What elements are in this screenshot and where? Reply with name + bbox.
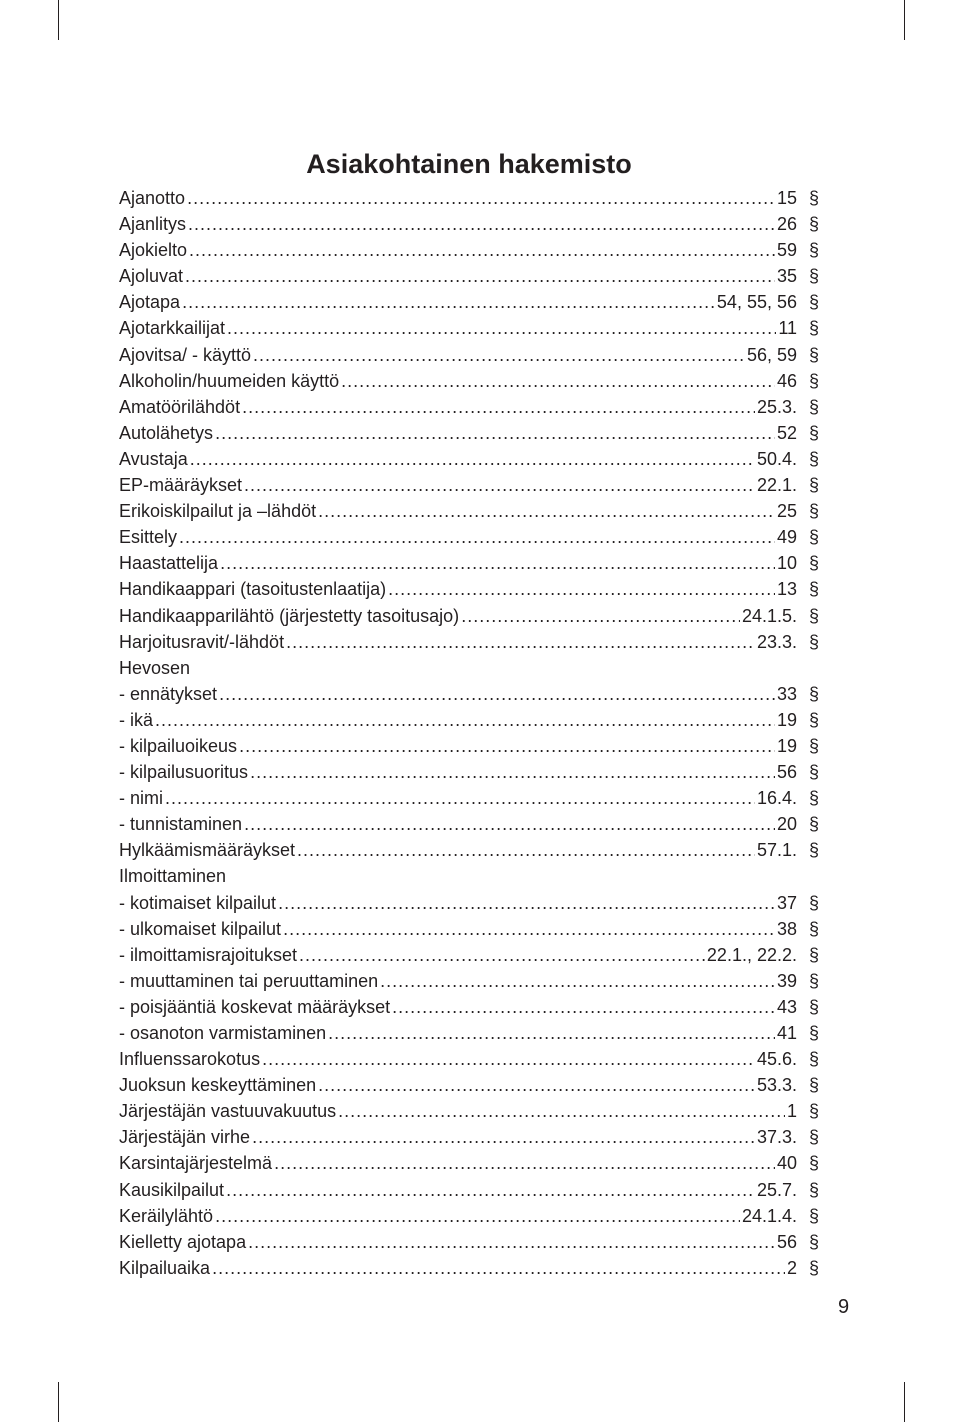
index-entry — [119, 1020, 819, 1046]
dot-leader — [461, 603, 740, 629]
dot-leader — [341, 368, 775, 394]
section-sign-icon: § — [808, 553, 819, 574]
index-entry — [119, 733, 819, 759]
index-entry — [119, 1150, 819, 1176]
index-reference: 19 — [776, 709, 797, 730]
index-term: Kausikilpailut — [119, 1179, 225, 1200]
index-reference: 25.7. — [756, 1179, 797, 1200]
section-sign-icon: § — [808, 422, 819, 443]
section-sign-icon: § — [808, 944, 819, 965]
index-term: - kotimaiset kilpailut — [119, 892, 277, 913]
index-entry — [119, 524, 819, 550]
index-reference: 25.3. — [756, 396, 797, 417]
crop-mark-bottom-right — [904, 1382, 905, 1422]
dot-leader — [297, 837, 755, 863]
index-term: Ajoluvat — [119, 266, 184, 287]
index-reference: 56 — [776, 762, 797, 783]
section-sign-icon: § — [808, 1179, 819, 1200]
index-reference: 37.3. — [756, 1127, 797, 1148]
index-reference: 13 — [776, 579, 797, 600]
index-reference: 56, 59 — [746, 344, 797, 365]
dot-leader — [380, 968, 775, 994]
section-sign-icon: § — [808, 318, 819, 339]
index-reference: 24.1.4. — [741, 1205, 797, 1226]
section-sign-icon: § — [808, 1257, 819, 1278]
index-term: Autolähetys — [119, 422, 214, 443]
index-term: Handikaappari (tasoitustenlaatija) — [119, 579, 387, 600]
index-term: Ajotarkkailijat — [119, 318, 226, 339]
dot-leader — [239, 733, 775, 759]
dot-leader — [227, 315, 776, 341]
index-entry — [119, 707, 819, 733]
index-reference: 16.4. — [756, 788, 797, 809]
index-reference: 45.6. — [756, 1049, 797, 1070]
index-term: Erikoiskilpailut ja –lähdöt — [119, 501, 317, 522]
index-reference: 33 — [776, 683, 797, 704]
index-term: - osanoton varmistaminen — [119, 1023, 327, 1043]
index-entry — [119, 759, 819, 785]
index-term: Haastattelija — [119, 553, 219, 574]
dot-leader — [179, 524, 775, 550]
index-entry — [119, 942, 819, 968]
index-reference: 41 — [776, 1023, 797, 1043]
dot-leader — [328, 1020, 775, 1046]
dot-leader — [190, 446, 755, 472]
section-sign-icon: § — [808, 918, 819, 939]
page-title: Asiakohtainen hakemisto — [306, 149, 632, 180]
section-sign-icon: § — [808, 709, 819, 730]
index-term: Avustaja — [119, 448, 188, 469]
index-reference: 24.1.5. — [741, 605, 797, 626]
index-reference: 57.1. — [756, 840, 797, 861]
index-reference: 15 — [776, 188, 797, 208]
dot-leader — [187, 185, 775, 211]
dot-leader — [215, 1203, 740, 1229]
index-term: Kielletty ajotapa — [119, 1231, 247, 1252]
section-sign-icon: § — [808, 814, 819, 835]
dot-leader — [219, 681, 775, 707]
index-term: Järjestäjän vastuuvakuutus — [119, 1101, 337, 1122]
index-reference: 53.3. — [756, 1075, 797, 1096]
index-entry — [119, 472, 819, 498]
index-term: Alkoholin/huumeiden käyttö — [119, 370, 340, 391]
index-entry — [119, 237, 819, 263]
section-sign-icon: § — [808, 344, 819, 365]
index-term: EP-määräykset — [119, 475, 243, 496]
index-entry — [119, 1124, 819, 1150]
crop-mark-top-left — [58, 0, 59, 40]
crop-mark-bottom-left — [58, 1382, 59, 1422]
index-term: Kilpailuaika — [119, 1257, 211, 1278]
index-reference: 1 — [786, 1101, 797, 1122]
index-term: Handikaapparilähtö (järjestetty tasoitusajo) — [119, 605, 460, 626]
index-entry — [119, 1098, 819, 1124]
crop-mark-top-right — [904, 0, 905, 40]
section-sign-icon: § — [808, 214, 819, 235]
index-entry — [119, 785, 819, 811]
index-reference: 59 — [776, 240, 797, 261]
section-sign-icon: § — [808, 1023, 819, 1043]
index-entry — [119, 603, 819, 629]
index-entry — [119, 342, 819, 368]
index-reference: 52 — [776, 422, 797, 443]
section-sign-icon: § — [808, 996, 819, 1017]
index-reference: 11 — [778, 318, 797, 339]
section-sign-icon: § — [808, 292, 819, 313]
section-sign-icon: § — [808, 188, 819, 208]
section-sign-icon: § — [808, 840, 819, 861]
index-entry — [119, 446, 819, 472]
index-entry — [119, 289, 819, 315]
index-reference: 56 — [776, 1231, 797, 1252]
dot-leader — [274, 1150, 775, 1176]
index-term: Amatöörilähdöt — [119, 396, 241, 417]
index-term: - muuttaminen tai peruuttaminen — [119, 970, 379, 991]
dot-leader — [244, 472, 755, 498]
index-heading — [119, 863, 819, 889]
dot-leader — [226, 1177, 755, 1203]
section-sign-icon: § — [808, 605, 819, 626]
index-term: Hylkäämismääräykset — [119, 840, 296, 861]
index-entry — [119, 1046, 819, 1072]
index-term: Ajotapa — [119, 292, 181, 313]
index-entry — [119, 1177, 819, 1203]
section-sign-icon: § — [808, 1075, 819, 1096]
section-sign-icon: § — [808, 579, 819, 600]
dot-leader — [388, 576, 775, 602]
dot-leader — [185, 263, 775, 289]
dot-leader — [188, 211, 775, 237]
section-sign-icon: § — [808, 527, 819, 548]
index-list — [119, 185, 819, 1281]
index-term: - ilmoittamisrajoitukset — [119, 944, 298, 965]
index-reference: 38 — [776, 918, 797, 939]
section-sign-icon: § — [808, 631, 819, 652]
index-reference: 40 — [776, 1153, 797, 1174]
section-sign-icon: § — [808, 1101, 819, 1122]
dot-leader — [242, 394, 755, 420]
index-term: Juoksun keskeyttäminen — [119, 1075, 317, 1096]
index-term: Influenssarokotus — [119, 1049, 261, 1070]
index-term: - kilpailuoikeus — [119, 735, 238, 756]
index-reference: 23.3. — [756, 631, 797, 652]
index-term: - tunnistaminen — [119, 814, 243, 835]
section-sign-icon: § — [808, 501, 819, 522]
dot-leader — [155, 707, 775, 733]
index-entry — [119, 837, 819, 863]
index-reference: 54, 55, 56 — [716, 292, 797, 313]
section-sign-icon: § — [808, 735, 819, 756]
index-term: - ikä — [119, 709, 154, 730]
index-reference: 50.4. — [756, 448, 797, 469]
index-term: - ulkomaiset kilpailut — [119, 918, 282, 939]
page-number: 9 — [838, 1296, 850, 1318]
index-entry — [119, 550, 819, 576]
section-sign-icon: § — [808, 1127, 819, 1148]
index-term: Karsintajärjestelmä — [119, 1153, 273, 1174]
section-sign-icon: § — [808, 892, 819, 913]
index-term: Hevosen — [119, 657, 191, 678]
dot-leader — [318, 1072, 755, 1098]
index-reference: 37 — [776, 892, 797, 913]
index-reference: 25 — [776, 501, 797, 522]
dot-leader — [252, 1124, 755, 1150]
index-term: Harjoitusravit/-lähdöt — [119, 631, 285, 652]
section-sign-icon: § — [808, 970, 819, 991]
dot-leader — [318, 498, 775, 524]
index-entry — [119, 211, 819, 237]
index-reference: 10 — [776, 553, 797, 574]
section-sign-icon: § — [808, 475, 819, 496]
dot-leader — [212, 1255, 785, 1281]
index-term: - ennätykset — [119, 683, 218, 704]
index-reference: 2 — [786, 1257, 797, 1278]
index-reference: 35 — [776, 266, 797, 287]
dot-leader — [215, 420, 775, 446]
dot-leader — [299, 942, 705, 968]
index-reference: 22.1. — [756, 475, 797, 496]
section-sign-icon: § — [808, 762, 819, 783]
index-entry — [119, 1229, 819, 1255]
index-term: Ilmoittaminen — [119, 866, 227, 887]
index-term: - poisjääntiä koskevat määräykset — [119, 996, 391, 1017]
index-entry — [119, 1255, 819, 1281]
index-entry — [119, 629, 819, 655]
index-term: Keräilylähtö — [119, 1205, 214, 1226]
section-sign-icon: § — [808, 1049, 819, 1070]
index-entry — [119, 394, 819, 420]
section-sign-icon: § — [808, 396, 819, 417]
index-term: Ajokielto — [119, 240, 188, 261]
dot-leader — [253, 342, 745, 368]
index-reference: 22.1., 22.2. — [706, 944, 797, 965]
index-entry — [119, 1203, 819, 1229]
dot-leader — [182, 289, 715, 315]
index-term: Ajanotto — [119, 188, 186, 208]
index-reference: 19 — [776, 735, 797, 756]
index-entry — [119, 498, 819, 524]
index-entry — [119, 890, 819, 916]
dot-leader — [250, 759, 775, 785]
index-entry — [119, 811, 819, 837]
index-entry — [119, 185, 819, 211]
dot-leader — [248, 1229, 775, 1255]
dot-leader — [278, 890, 775, 916]
index-term: Järjestäjän virhe — [119, 1127, 251, 1148]
dot-leader — [338, 1098, 785, 1124]
section-sign-icon: § — [808, 1205, 819, 1226]
dot-leader — [283, 916, 775, 942]
dot-leader — [392, 994, 775, 1020]
section-sign-icon: § — [808, 1153, 819, 1174]
dot-leader — [262, 1046, 755, 1072]
index-entry — [119, 681, 819, 707]
index-entry — [119, 315, 819, 341]
index-heading — [119, 655, 819, 681]
index-term: - kilpailusuoritus — [119, 762, 249, 783]
index-term: Esittely — [119, 527, 178, 548]
section-sign-icon: § — [808, 370, 819, 391]
dot-leader — [286, 629, 755, 655]
index-term: - nimi — [119, 788, 163, 809]
index-entry — [119, 1072, 819, 1098]
section-sign-icon: § — [808, 788, 819, 809]
index-reference: 20 — [776, 814, 797, 835]
index-entry — [119, 994, 819, 1020]
dot-leader — [165, 785, 755, 811]
section-sign-icon: § — [808, 683, 819, 704]
index-reference: 26 — [776, 214, 797, 235]
section-sign-icon: § — [808, 266, 819, 287]
index-entry — [119, 263, 819, 289]
index-reference: 43 — [776, 996, 797, 1017]
index-reference: 39 — [776, 970, 797, 991]
index-entry — [119, 968, 819, 994]
index-reference: 49 — [776, 527, 797, 548]
index-entry — [119, 420, 819, 446]
index-term: Ajovitsa/ - käyttö — [119, 344, 252, 365]
index-entry — [119, 916, 819, 942]
dot-leader — [220, 550, 775, 576]
section-sign-icon: § — [808, 448, 819, 469]
index-term: Ajanlitys — [119, 214, 187, 235]
section-sign-icon: § — [808, 240, 819, 261]
index-reference: 46 — [776, 370, 797, 391]
section-sign-icon: § — [808, 1231, 819, 1252]
dot-leader — [244, 811, 775, 837]
index-entry — [119, 576, 819, 602]
dot-leader — [189, 237, 775, 263]
index-entry — [119, 368, 819, 394]
